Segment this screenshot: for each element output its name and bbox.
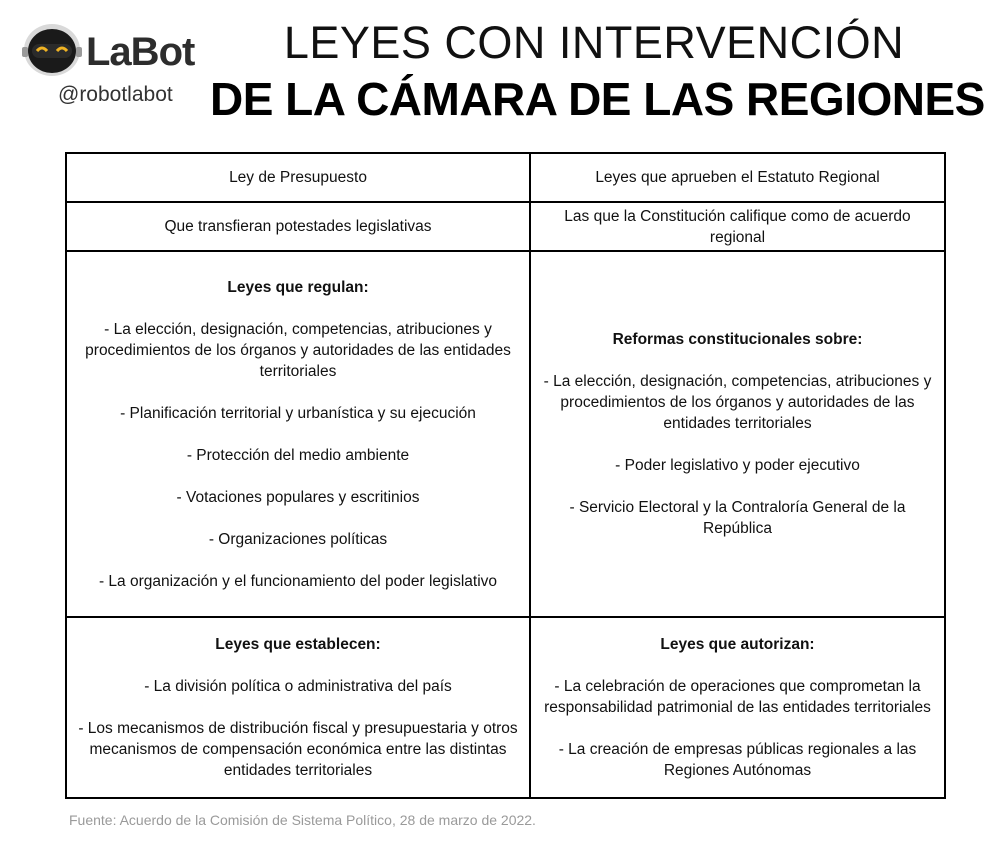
cell-heading: Leyes que autorizan: xyxy=(660,636,815,653)
table-row xyxy=(66,202,945,251)
cell-item: - La elección, designación, competencias, atribuciones y procedimientos de los órganos y autoridades de las entidades territoriales xyxy=(543,373,932,432)
cell-item: - Poder legislativo y poder ejecutivo xyxy=(615,457,860,474)
cell-item: - La división política o administrativa del país xyxy=(144,678,452,695)
cell-item: - Votaciones populares y escritinios xyxy=(176,488,420,506)
cell-item: - Protección del medio ambiente xyxy=(186,446,410,464)
cell-item: - La elección, designación, competencias, atribuciones y procedimientos de los órganos y autoridades de las entidades territoriales xyxy=(85,320,511,380)
brand-handle: @robotlabot xyxy=(58,83,173,106)
table-cell xyxy=(66,251,530,617)
table-cell: Ley de Presupuesto xyxy=(66,153,530,202)
table-cell xyxy=(530,251,945,617)
table-row xyxy=(66,251,945,617)
source-note: Fuente: Acuerdo de la Comisión de Sistema Político, 28 de marzo de 2022. xyxy=(69,812,536,828)
cell-item: - Los mecanismos de distribución fiscal y presupuestaria y otros mecanismos de compensación económica entre las distintas entidades territoriales xyxy=(78,720,518,779)
brand-logo xyxy=(22,18,222,108)
cell-item: - La creación de empresas públicas regionales a las Regiones Autónomas xyxy=(558,741,917,779)
table-row xyxy=(66,153,945,202)
cell-item: - La organización y el funcionamiento del poder legislativo xyxy=(98,572,498,590)
table-cell: Leyes que aprueben el Estatuto Regional xyxy=(530,153,945,202)
cell-heading: Reformas constitucionales sobre: xyxy=(612,331,863,348)
robot-icon xyxy=(22,20,82,78)
cell-item: - Organizaciones políticas xyxy=(208,530,388,548)
cell-heading: Leyes que establecen: xyxy=(215,636,381,653)
table-row xyxy=(66,617,945,798)
cell-item: - Planificación territorial y urbanística y su ejecución xyxy=(120,404,476,422)
cell-heading: Leyes que regulan: xyxy=(227,278,369,296)
laws-table xyxy=(65,152,946,799)
brand-name: LaBot xyxy=(86,30,195,74)
table-cell: Que transfieran potestades legislativas xyxy=(66,202,530,251)
title-line-1: LEYES CON INTERVENCIÓN xyxy=(283,17,905,68)
title-line-2: DE LA CÁMARA DE LAS REGIONES xyxy=(210,73,985,125)
table-cell xyxy=(66,617,530,798)
cell-item: - La celebración de operaciones que comprometan la responsabilidad patrimonial de las entidades territoriales xyxy=(544,678,931,716)
table-cell: Las que la Constitución califique como de acuerdo regional xyxy=(530,202,945,251)
table-cell xyxy=(530,617,945,798)
cell-item: - Servicio Electoral y la Contraloría General de la República xyxy=(569,499,906,537)
